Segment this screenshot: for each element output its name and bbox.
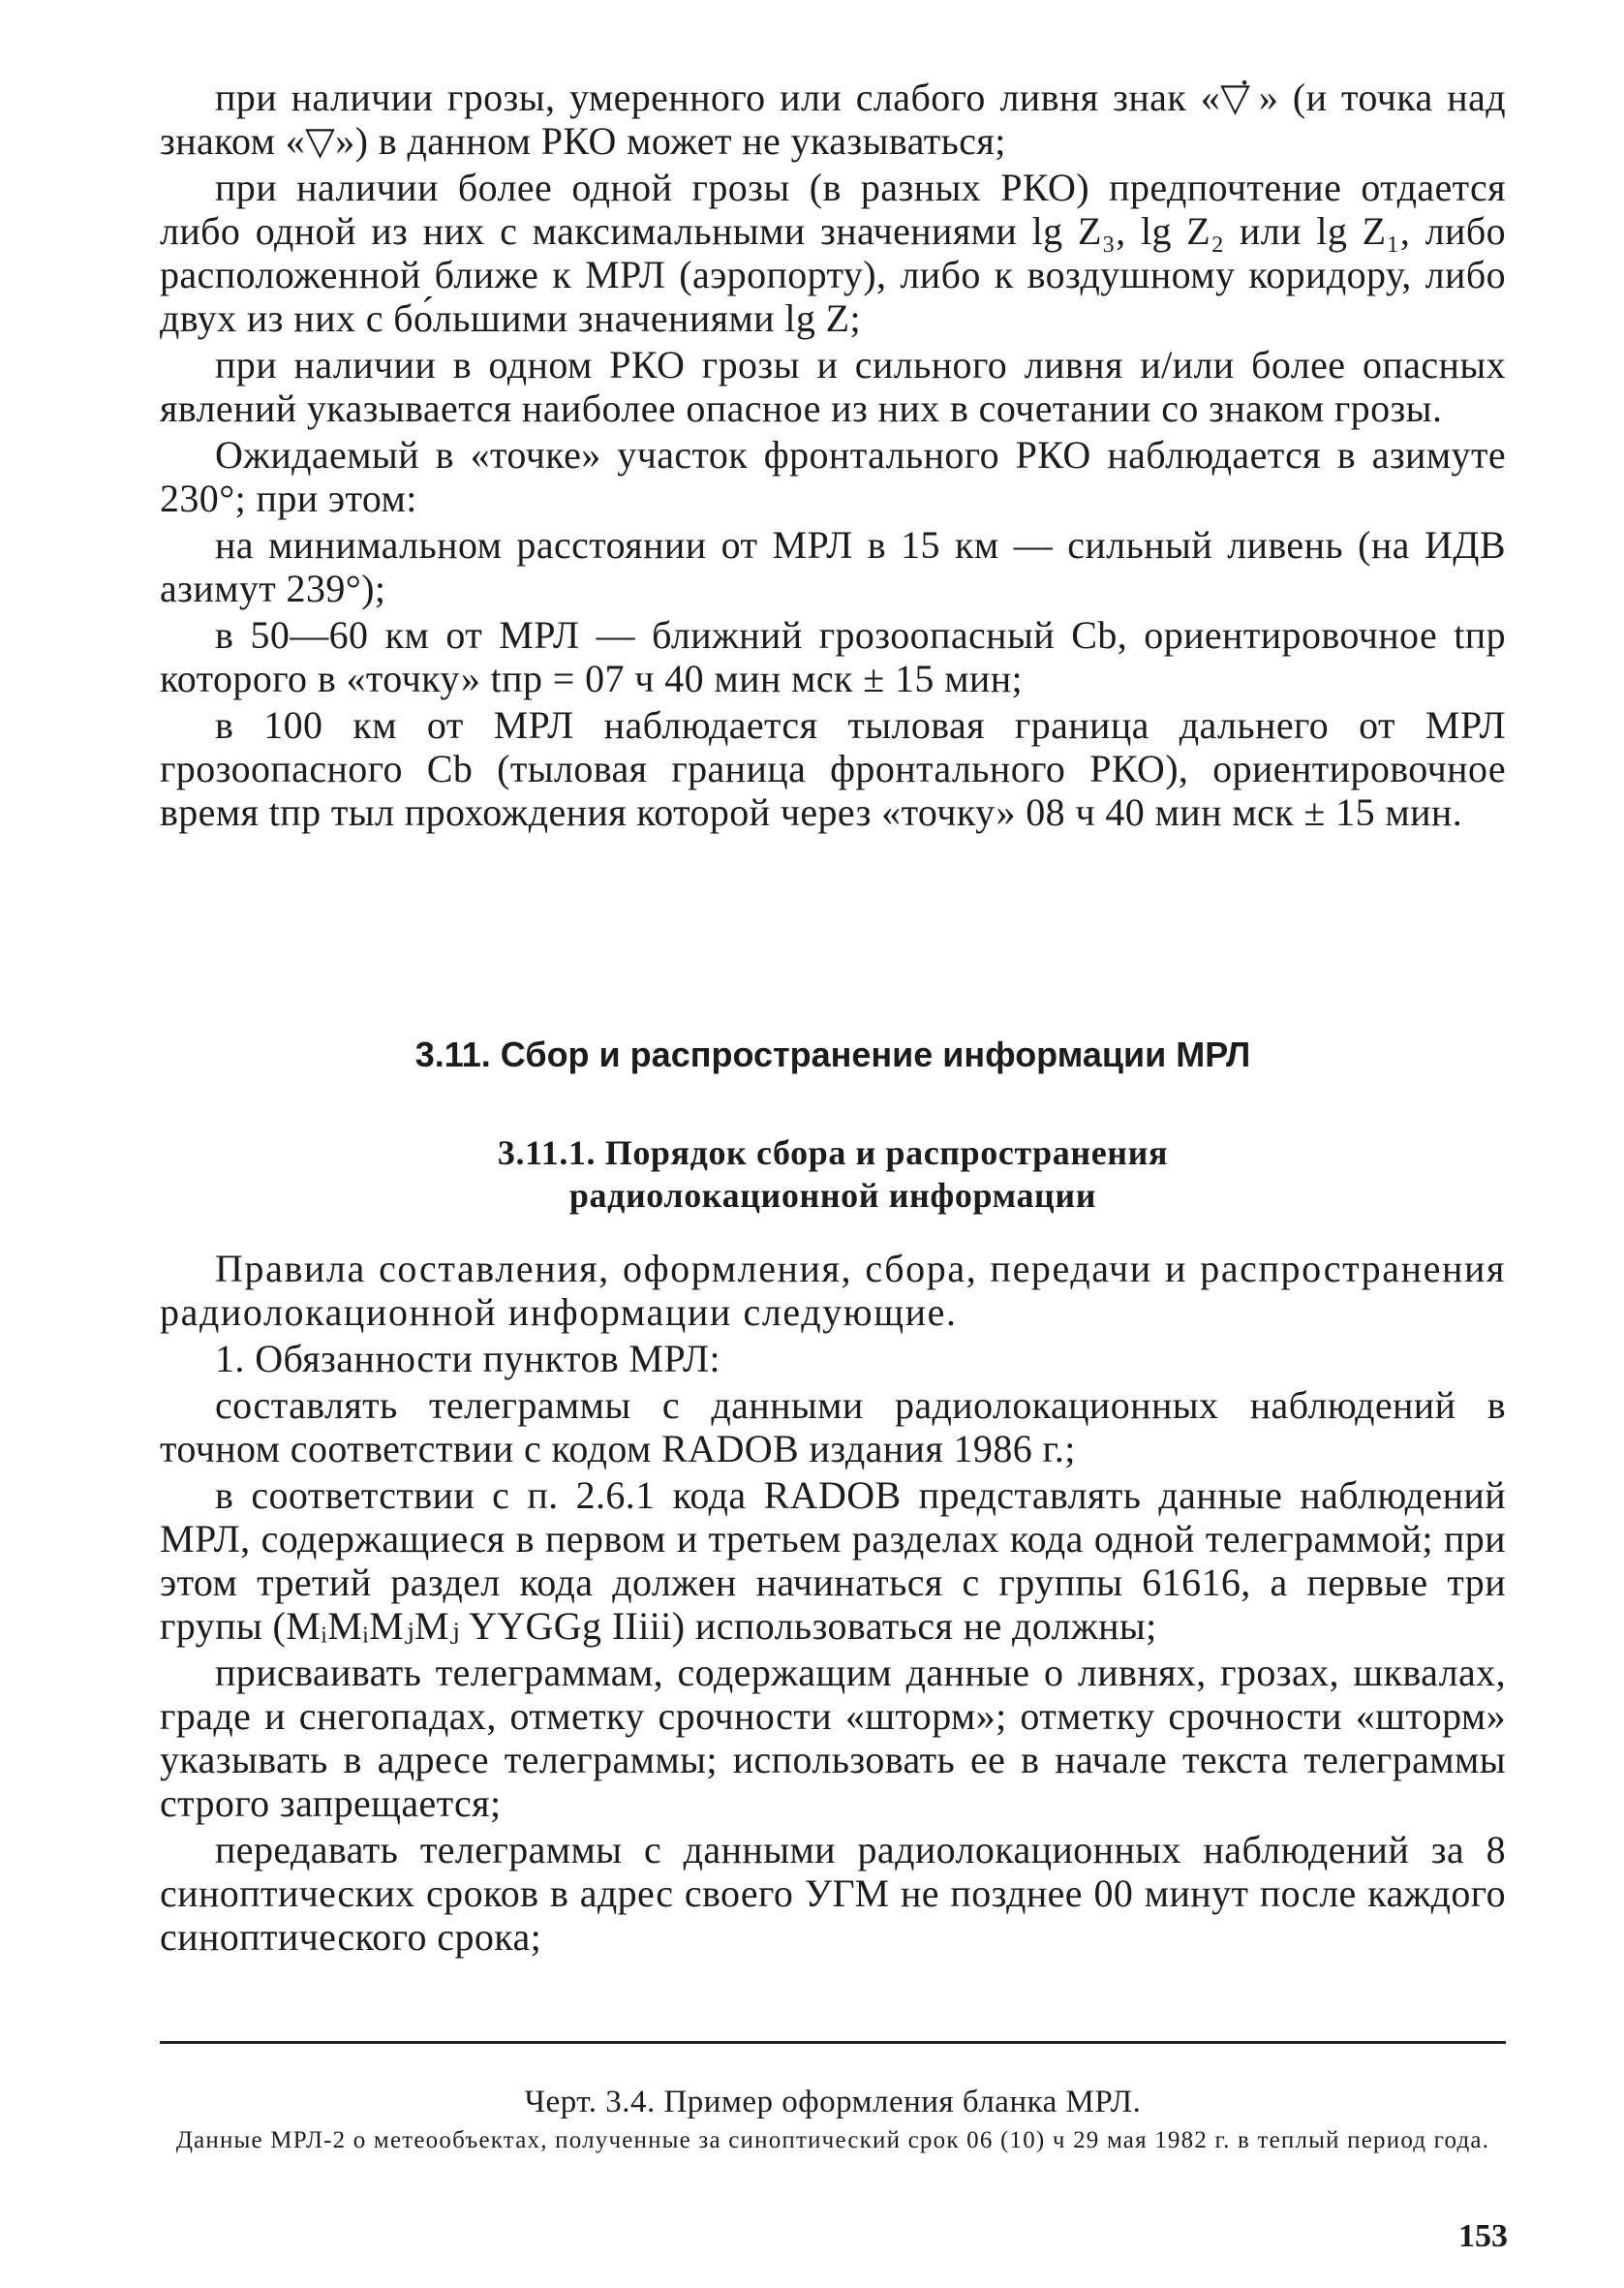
section-title: 3.11. Сбор и распространение информации МРЛ — [414, 1035, 1251, 1074]
paragraph: в 100 км от МРЛ наблюдается тыловая граница дальнего от МРЛ грозоопасного Cb (тыловая граница фронтального РКО), ориентировочное время tпр тыл прохождения которой через «точку» 08 ч 40 мин мск ± 15 мин. — [160, 703, 1506, 834]
intro-block — [160, 76, 1506, 837]
page-number: 153 — [1458, 2218, 1508, 2254]
paragraph: Правила составления, оформления, сбора, передачи и распространения радиолокационной информации следующие. — [160, 1247, 1506, 1334]
caption-title: Черт. 3.4. Пример оформления бланка МРЛ. — [524, 2085, 1142, 2119]
paragraph: присваивать телеграммам, содержащим данные о ливнях, грозах, шквалах, граде и снегопадах, отметку срочности «шторм»; отметку срочности «шторм» указывать в адресе телеграммы; использовать ее в начале текста телеграммы строго запрещается; — [160, 1651, 1506, 1825]
section-heading — [160, 1035, 1506, 1075]
paragraph: составлять телеграммы с данными радиолокационных наблюдений в точном соответствии с кодом RADOB издания 1986 г.; — [160, 1383, 1506, 1470]
subsection-title-line-1: 3.11.1. Порядок сбора и распространения — [497, 1133, 1169, 1172]
footnote-divider — [160, 2041, 1506, 2044]
subsection-title-line-2: радиолокационной информации — [568, 1176, 1097, 1215]
paragraph: при наличии более одной грозы (в разных РКО) предпочтение отдается либо одной из них с максимальными значениями lg Z₃, lg Z₂ или lg Z₁, либо расположенной ближе к МРЛ (аэропорту), либо к воздушному коридору, либо двух из них с бо́льшими значениями lg Z; — [160, 166, 1506, 340]
paragraph: 1. Обязанности пунктов МРЛ: — [215, 1337, 721, 1380]
paragraph: в соответствии с п. 2.6.1 кода RADOB представлять данные наблюдений МРЛ, содержащиеся в первом и третьем разделах кода одной телеграммой; при этом третий раздел кода должен начинаться с группы 61616, а первые три групы (MᵢMᵢMⱼMⱼ YYGGg IIiii) использоваться не должны; — [160, 1473, 1506, 1648]
figure-caption — [160, 2085, 1506, 2155]
body-block — [160, 1247, 1506, 1962]
paragraph: Ожидаемый в «точке» участок фронтального РКО наблюдается в азимуте 230°; при этом: — [160, 433, 1506, 520]
paragraph: на минимальном расстоянии от МРЛ в 15 км — сильный ливень (на ИДВ азимут 239°); — [160, 523, 1506, 610]
subsection-heading — [160, 1131, 1506, 1217]
paragraph: при наличии грозы, умеренного или слабого ливня знак «▽̇» (и точка над знаком «▽») в данном РКО может не указываться; — [160, 76, 1506, 163]
paragraph: передавать телеграммы с данными радиолокационных наблюдений за 8 синоптических сроков в адрес своего УГМ не позднее 00 минут после каждого синоптического срока; — [160, 1828, 1506, 1959]
caption-text: Данные МРЛ-2 о метеообъектах, полученные за синоптический срок 06 (10) ч 29 мая 1982 г. в теплый период года. — [175, 2127, 1490, 2153]
paragraph: при наличии в одном РКО грозы и сильного ливня и/или более опасных явлений указывается наиболее опасное из них в сочетании со знаком грозы. — [160, 343, 1506, 430]
paragraph: в 50—60 км от МРЛ — ближний грозоопасный Cb, ориентировочное tпр которого в «точку» tпр = 07 ч 40 мин мск ± 15 мин; — [160, 613, 1506, 700]
